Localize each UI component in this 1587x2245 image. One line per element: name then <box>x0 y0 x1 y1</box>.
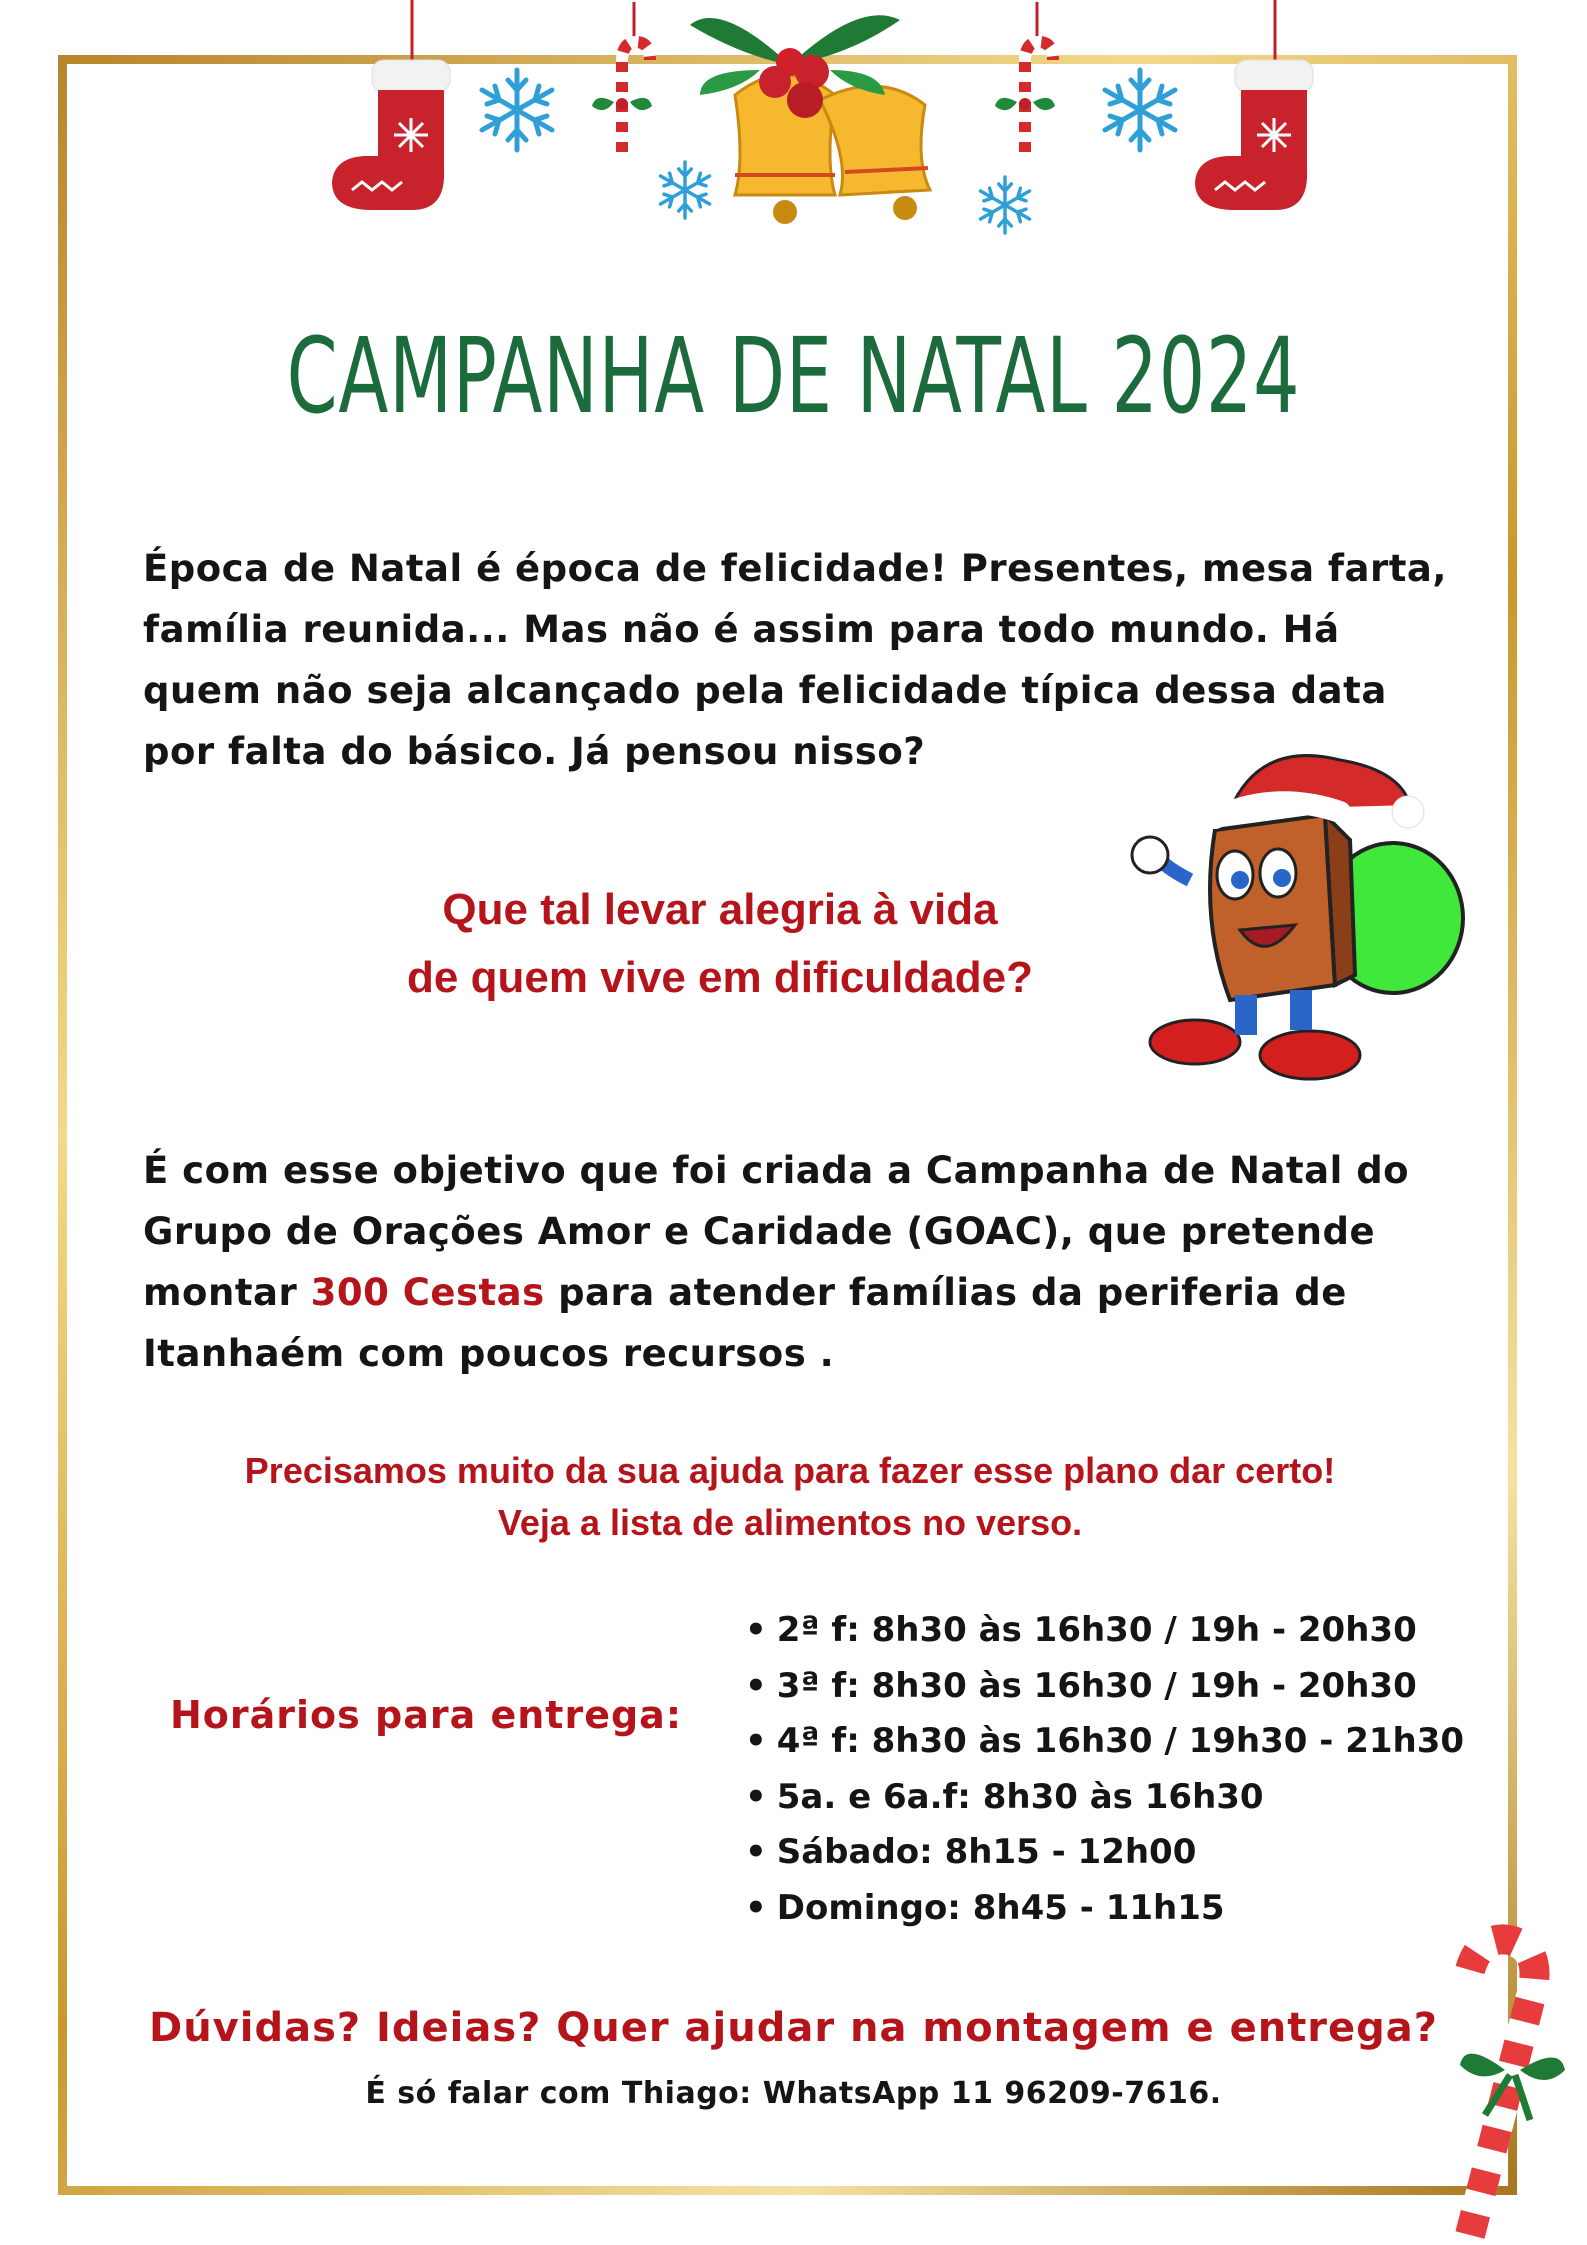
question-line-1: Que tal levar alegria à vida <box>442 885 998 934</box>
hours-item: • 5a. e 6a.f: 8h30 às 16h30 <box>745 1770 1464 1826</box>
hours-item: • Sábado: 8h15 - 12h00 <box>745 1825 1464 1881</box>
hours-item: • 4ª f: 8h30 às 16h30 / 19h30 - 21h30 <box>745 1714 1464 1770</box>
objective-text-before: É com esse objetivo que foi criada a Campanha de Natal do Grupo de Orações Amor e Caridade (GOAC), que pretende montar <box>143 1149 1410 1314</box>
page-title: CAMPANHA DE NATAL 2024 <box>286 315 1301 437</box>
hours-item: • Domingo: 8h45 - 11h15 <box>745 1881 1464 1937</box>
question-line-2: de quem vive em dificuldade? <box>407 953 1033 1002</box>
help-line-1: Precisamos muito da sua ajuda para fazer esse plano dar certo! <box>244 1450 1336 1491</box>
help-line-2: Veja a lista de alimentos no verso. <box>497 1502 1083 1543</box>
objective-paragraph <box>143 1140 1453 1384</box>
objective-text-after: para atender famílias da periferia de Itanhaém com poucos recursos . <box>143 1271 1347 1375</box>
contact-info: É só falar com Thiago: WhatsApp 11 96209-7616. <box>365 2076 1222 2111</box>
doubts-heading: Dúvidas? Ideias? Quer ajudar na montagem e entrega? <box>148 2005 1438 2051</box>
delivery-hours-list <box>745 1603 1464 1936</box>
help-request <box>100 1445 1480 1549</box>
hours-item: • 2ª f: 8h30 às 16h30 / 19h - 20h30 <box>745 1603 1464 1659</box>
baskets-highlight: 300 Cestas <box>310 1271 545 1314</box>
delivery-hours-label: Horários para entrega: <box>170 1693 683 1737</box>
question-callout <box>300 876 1140 1012</box>
intro-paragraph: Época de Natal é época de felicidade! Presentes, mesa farta, família reunida... Mas não é assim para todo mundo. Há quem não seja alcançado pela felicidade típica dessa data por falta do básico. Já pensou nisso? <box>143 547 1447 773</box>
hours-item: • 3ª f: 8h30 às 16h30 / 19h - 20h30 <box>745 1659 1464 1715</box>
